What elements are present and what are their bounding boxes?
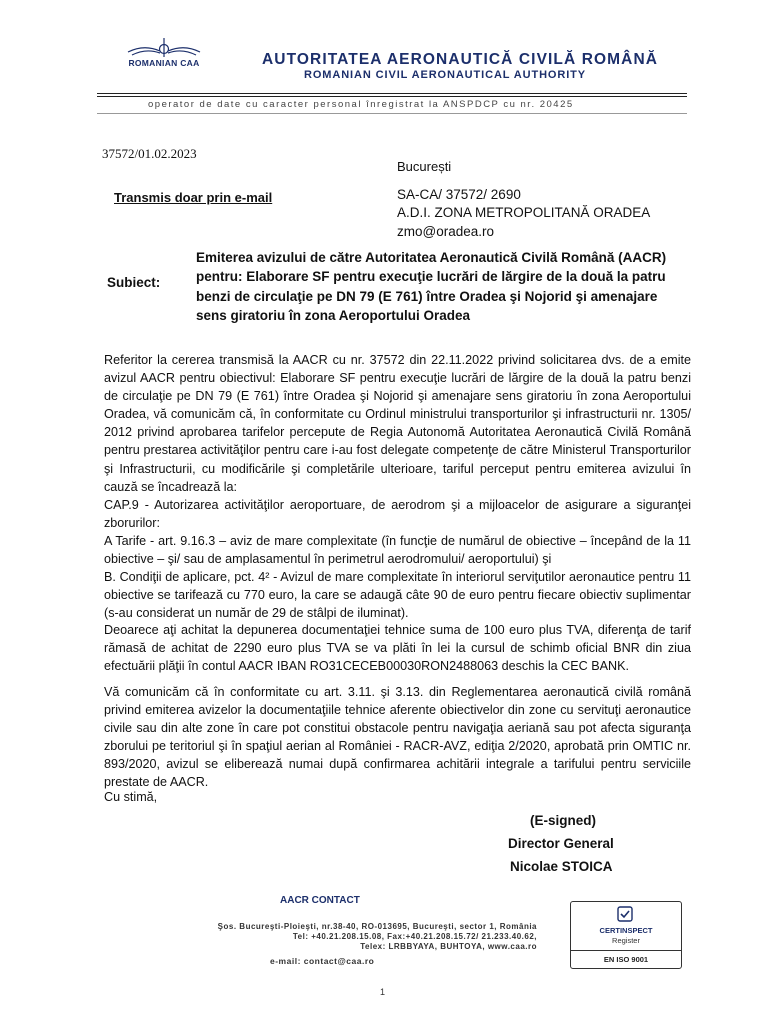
city: București xyxy=(397,159,452,174)
organization-name-english: ROMANIAN CIVIL AERONAUTICAL AUTHORITY xyxy=(304,69,587,81)
certification-name: CERTINSPECT xyxy=(599,926,653,935)
footer-address: Şos. Bucureşti-Ploieşti, nr.38-40, RO-013695, Bucureşti, sector 1, România xyxy=(217,922,537,931)
delivery-note: Transmis doar prin e-mail xyxy=(114,190,273,205)
body-paragraph-2: Deoarece aţi achitat la depunerea documentaţiei tehnice suma de 100 euro plus TVA, diferenţa de tarif rămasă de achitat de 2290 euro plus TVA se va plăti în lei la cursul de schimb oficial BNR din ziua efectuării plăţii în contul AACR IBAN RO31CECEB00030RON2488063 deschis la CEC BANK. xyxy=(104,623,691,674)
page-number: 1 xyxy=(380,987,386,997)
subject-label: Subiect: xyxy=(107,275,161,290)
registration-number: 37572/01.02.2023 xyxy=(102,146,197,161)
addressee-email: zmo@oradea.ro xyxy=(397,224,494,239)
signatory-title: Director General xyxy=(508,836,614,851)
closing: Cu stimă, xyxy=(104,790,158,804)
body-text: Referitor la cererea transmisă la AACR cu nr. 37572 din 22.11.2022 privind solicitarea dvs. de a emite avizul AACR pentru obiectivul: Elaborare SF pentru execuţie lucrări de lărgire de la două la patru benzi de circulaţie pe DN 79 (E 761) între Oradea şi Nojorid şi amenajare sens giratoriu în zona Aeroportului Oradea, vă comunicăm că, în conformitate cu Ordinul ministrului transporturilor şi infrastructurii nr. 1305/ 2012 privind aprobarea tarifelor percepute de Regia Autonomă Autoritatea Aeronautică Civilă Română pentru prestarea activităţilor pentru care i-au fost delegate competenţe de către Ministerul Transporturilor şi Infrastructurii, cu modificările şi completările ulterioare, tariful perceput pentru emiterea avizului în cauză se încadrează la: xyxy=(104,353,691,494)
footer-title: AACR CONTACT xyxy=(280,895,360,906)
footer-phone: Tel: +40.21.208.15.08, Fax:+40.21.208.15.72/ 21.233.40.62, xyxy=(292,932,537,941)
body-text: B. Condiţii de aplicare, pct. 4² - Avizul de mare complexitate în interiorul serviţutilor aeronautice pentru 11 obiective se tarifează cu 770 euro, la care se adaugă câte 90 de euro pentru fiecare obiectiv suplimentar (s-au considerat un număr de 29 de stâlpi de iluminat). xyxy=(104,570,691,621)
signature-status: (E-signed) xyxy=(530,813,596,828)
header-divider xyxy=(97,93,687,94)
certification-check-icon xyxy=(617,906,633,922)
body-text: CAP.9 - Autorizarea activităţilor aeroportuare, de aerodrom şi a mijloacelor de asigurare a siguranţei zborurilor: xyxy=(104,497,691,530)
addressee-reference: SA-CA/ 37572/ 2690 xyxy=(397,187,521,202)
footer-email: e-mail: contact@caa.ro xyxy=(270,956,375,966)
certification-register: Register xyxy=(612,936,640,945)
body-paragraph-1 xyxy=(104,351,691,622)
romanian-caa-logo xyxy=(122,34,206,74)
signatory-name: Nicolae STOICA xyxy=(510,859,613,874)
footer-telex: Telex: LRBBYAYA, BUHTOYA, www.caa.ro xyxy=(360,942,537,951)
header-divider xyxy=(97,113,687,114)
addressee-name: A.D.I. ZONA METROPOLITANĂ ORADEA xyxy=(397,205,651,220)
certification-standard: EN ISO 9001 xyxy=(603,955,649,964)
body-text: A Tarife - art. 9.16.3 – aviz de mare complexitate (în funcţie de numărul de obiective – începând de la 11 obiective – şi/ sau de amplasamentul în perimetrul aerodromului/ aeroportului) şi xyxy=(104,533,691,567)
body-paragraph-3: Vă comunicăm că în conformitate cu art. 3.11. şi 3.13. din Reglementarea aeronautică civilă română privind emiterea avizelor la documentaţiile tehnice aferente obiectivelor din zone cu servituţi aeronautice civile sau din alte zone în care pot constitui obstacole pentru navigaţia aeriană sau pot afecta siguranţa zborului pe teritoriul şi în spaţiul aerian al României - RACR-AVZ, ediţia 2/2020, aprobată prin OMTIC nr. 893/2020, avizul se eliberează numai după confirmarea achitării integrale a tarifului pentru serviciile prestate de AACR. xyxy=(104,685,691,790)
logo-caption: ROMANIAN CAA xyxy=(128,58,200,68)
header-divider xyxy=(97,96,687,97)
subject-text: Emiterea avizului de către Autoritatea Aeronautică Civilă Română (AACR) pentru: Elaborare SF pentru execuţie lucrări de lărgire de la două la patru benzi de circulaţie pe DN 79 (E 761) între Oradea şi Nojorid şi amenajare sens giratoriu în zona Aeroportului Oradea xyxy=(196,250,667,324)
data-operator-note: operator de date cu caracter personal înregistrat la ANSPDCP cu nr. 20425 xyxy=(148,99,574,110)
certification-divider xyxy=(571,950,681,951)
organization-name: AUTORITATEA AERONAUTICĂ CIVILĂ ROMÂNĂ xyxy=(262,51,659,68)
